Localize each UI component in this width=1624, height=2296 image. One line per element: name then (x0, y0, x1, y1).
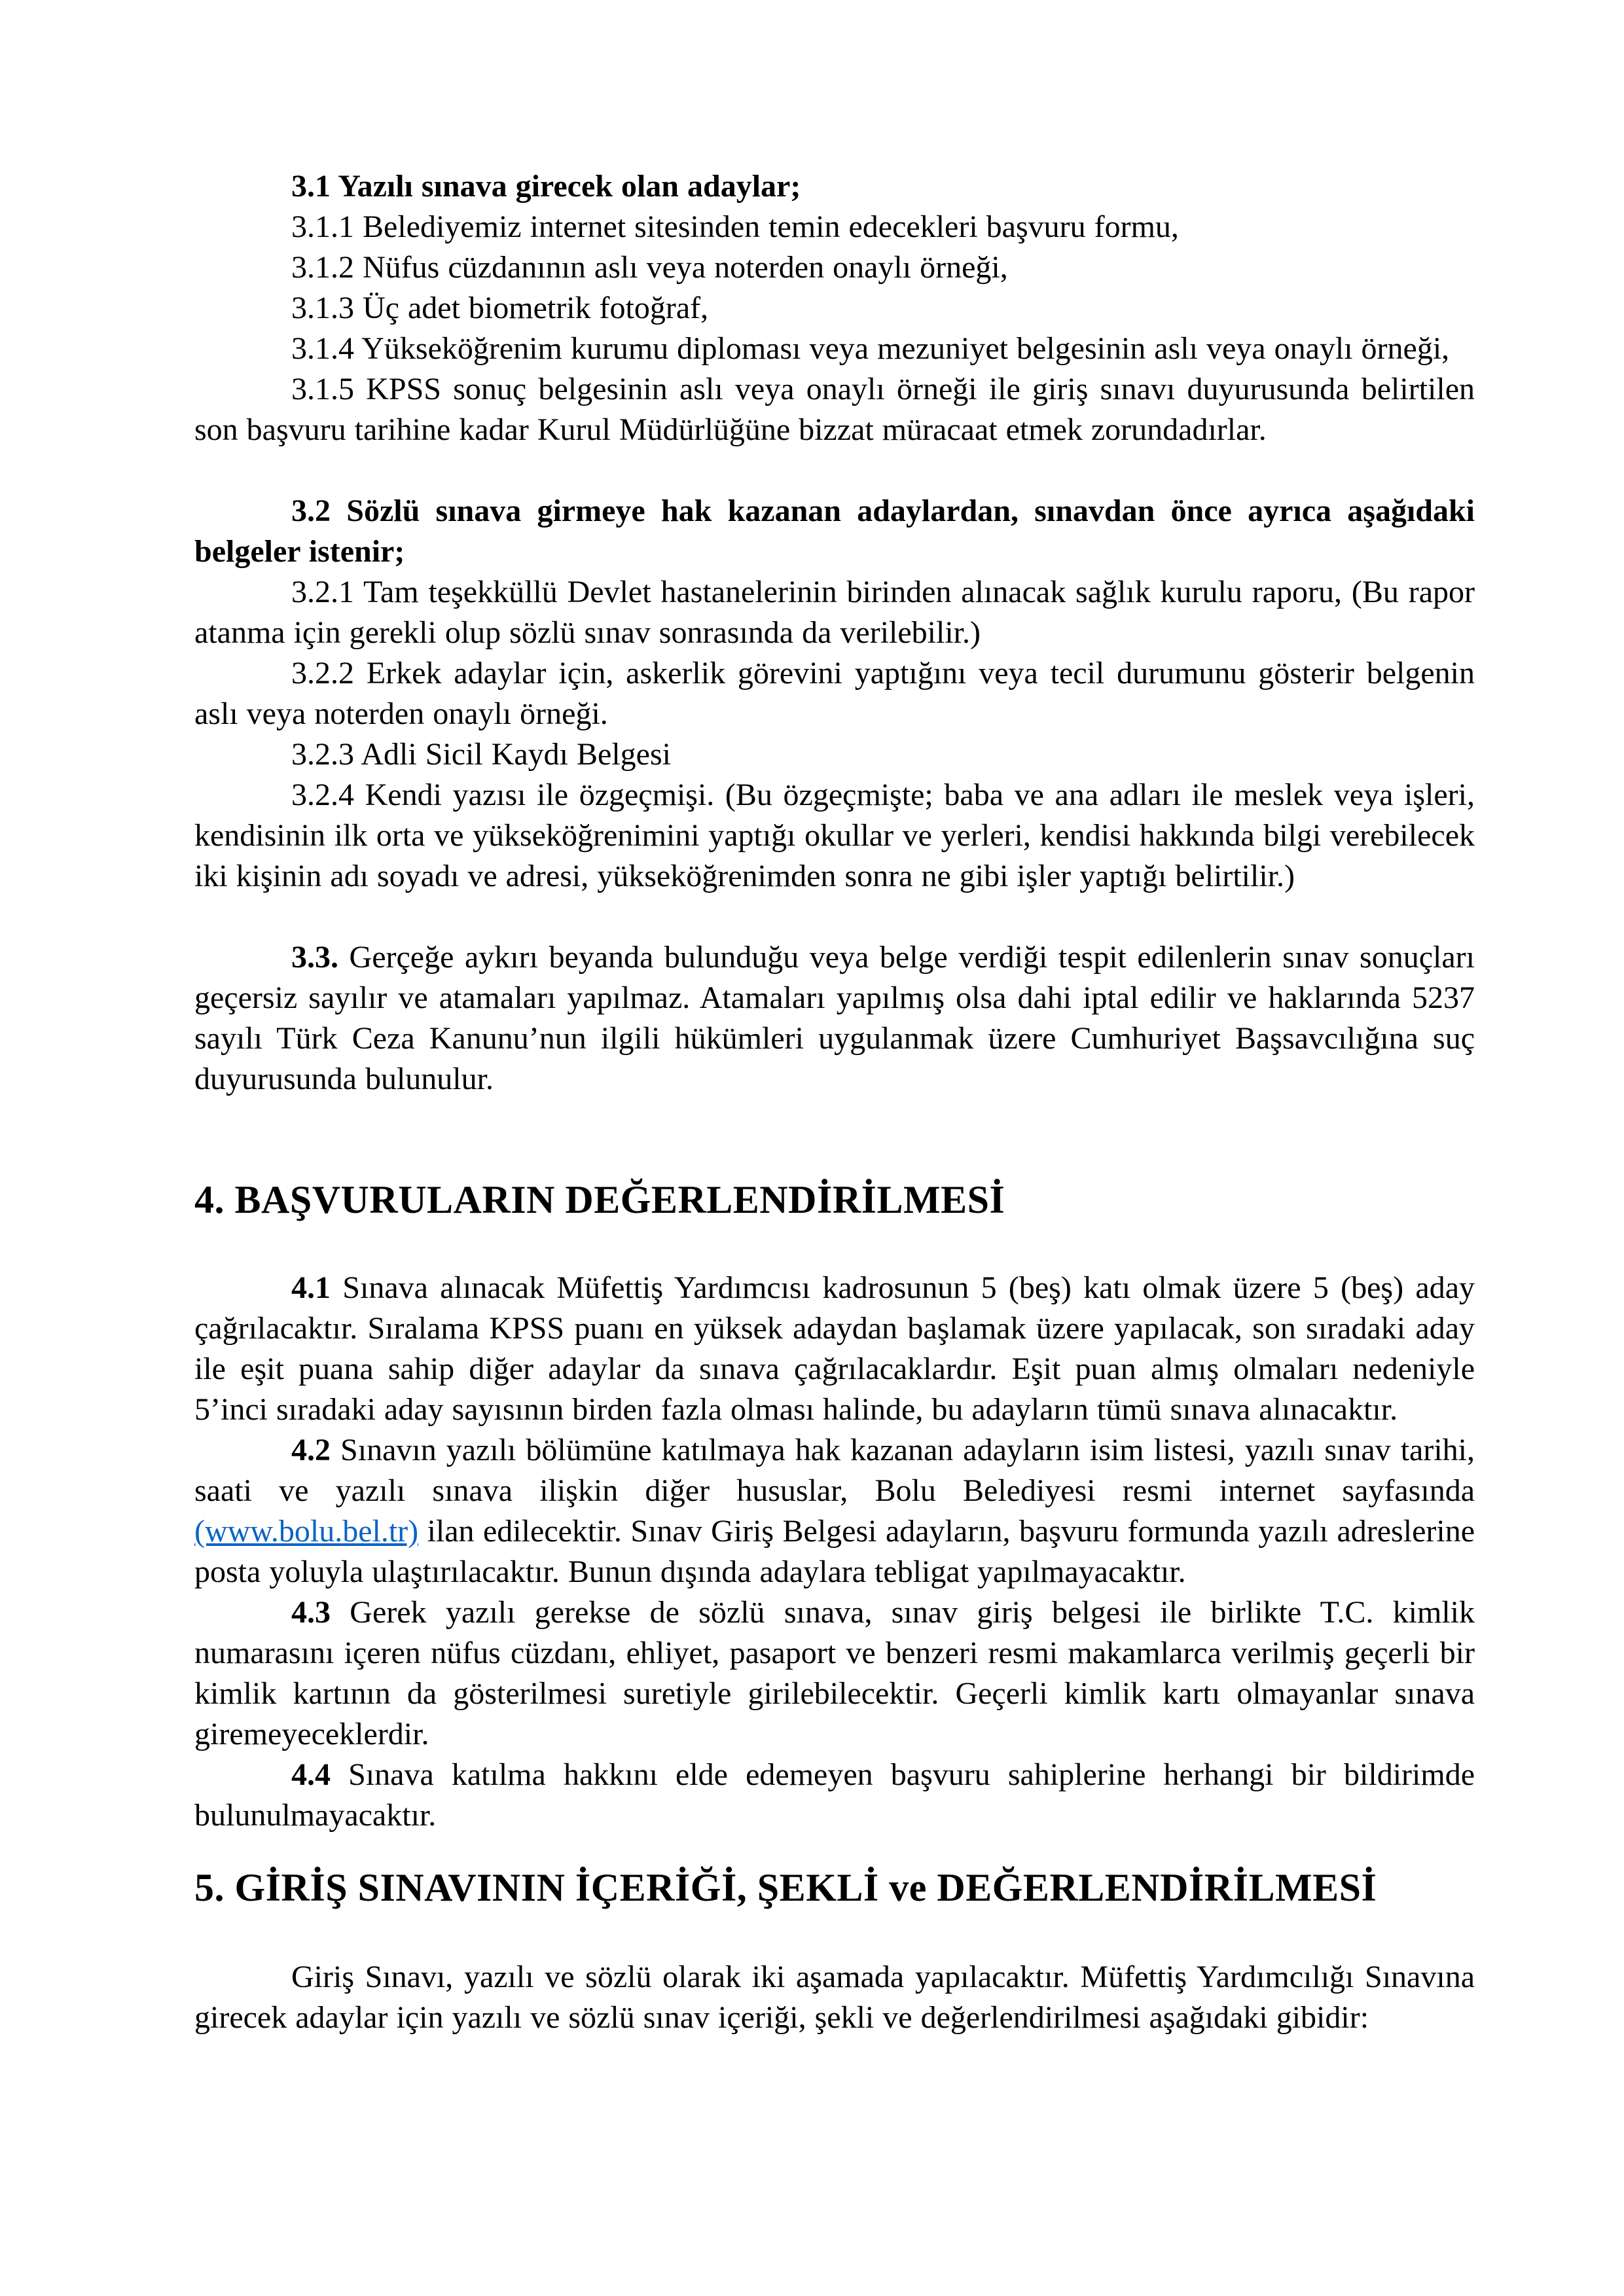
paragraph-5-intro: Giriş Sınavı, yazılı ve sözlü olarak iki aşamada yapılacaktır. Müfettiş Yardımcılığı Sınavına girecek adaylar için yazılı ve sözlü sınav içeriği, şekli ve değerlendirilmesi aşağıdaki gibidir: (194, 1960, 1475, 2035)
section-5-heading: 5. GİRİŞ SINAVININ İÇERİĞİ, ŞEKLİ ve DEĞERLENDİRİLMESİ (194, 1866, 1377, 1909)
paragraph-3-2-1: 3.2.1 Tam teşekküllü Devlet hastanelerinin birinden alınacak sağlık kurulu raporu, (Bu rapor atanma için gerekli olup sözlü sınav sonrasında da verilebilir.) (194, 575, 1475, 650)
paragraph-4-3 (194, 1592, 1475, 1755)
paragraph-4-3-number: 4.3 (291, 1595, 331, 1630)
paragraph-3-3 (194, 937, 1475, 1100)
paragraph-3-2-2: 3.2.2 Erkek adaylar için, askerlik görevini yaptığını veya tecil durumunu gösterir belgenin aslı veya noterden onaylı örneği. (194, 656, 1475, 731)
paragraph-3-3-text: Gerçeğe aykırı beyanda bulunduğu veya belge verdiği tespit edilenlerin sınav sonuçları geçersiz sayılır ve atamaları yapılmaz. Atamaları yapılmış olsa dahi iptal edilir ve haklarında 5237 sayılı Türk Ceza Kanunu’nun ilgili hükümleri uygulanmak üzere Cumhuriyet Başsavcılığına suç duyurusunda bulunulur. (194, 940, 1475, 1096)
paragraph-3-2-3: 3.2.3 Adli Sicil Kaydı Belgesi (291, 737, 671, 772)
paragraph-3-2-heading: 3.2 Sözlü sınava girmeye hak kazanan adaylardan, sınavdan önce ayrıca aşağıdaki belgeler istenir; (194, 493, 1475, 569)
paragraph-4-3-text: Gerek yazılı gerekse de sözlü sınava, sınav giriş belgesi ile birlikte T.C. kimlik numarasını içeren nüfus cüzdanı, ehliyet, pasaport ve benzeri resmi makamlarca verilmiş geçerli bir kimlik kartının da gösterilmesi suretiyle girilebilecektir. Geçerli kimlik kartı olmayanlar sınava giremeyeceklerdir. (194, 1595, 1475, 1751)
paragraph-4-2-text-before-link: Sınavın yazılı bölümüne katılmaya hak kazanan adayların isim listesi, yazılı sınav tarihi, saati ve yazılı sınava ilişkin diğer hususlar, Bolu Belediyesi resmi internet sayfasında (194, 1433, 1475, 1508)
paragraph-4-1 (194, 1268, 1475, 1430)
paragraph-4-4-text: Sınava katılma hakkını elde edemeyen başvuru sahiplerine herhangi bir bildirimde bulunulmayacaktır. (194, 1757, 1475, 1833)
paragraph-3-1-heading: 3.1 Yazılı sınava girecek olan adaylar; (291, 169, 801, 204)
paragraph-3-1-1: 3.1.1 Belediyemiz internet sitesinden temin edecekleri başvuru formu, (291, 209, 1179, 244)
paragraph-4-4-number: 4.4 (291, 1757, 331, 1792)
paragraph-3-1-2: 3.1.2 Nüfus cüzdanının aslı veya noterden onaylı örneği, (291, 250, 1008, 285)
paragraph-4-4 (194, 1755, 1475, 1836)
paragraph-4-2-number: 4.2 (291, 1433, 331, 1467)
paragraph-3-3-number: 3.3. (291, 940, 338, 975)
paragraph-4-1-number: 4.1 (291, 1270, 331, 1305)
paragraph-3-2-4: 3.2.4 Kendi yazısı ile özgeçmişi. (Bu özgeçmişte; baba ve ana adları ile meslek veya işleri, kendisinin ilk orta ve yükseköğrenimini yaptığı okullar ve yerleri, kendisi hakkında bilgi verebilecek iki kişinin adı soyadı ve adresi, yükseköğrenimden sonra ne gibi işler yaptığı belirtilir.) (194, 778, 1475, 893)
section-4-heading: 4. BAŞVURULARIN DEĞERLENDİRİLMESİ (194, 1178, 1005, 1221)
paragraph-4-2 (194, 1430, 1475, 1592)
bolu-website-link[interactable]: (www.bolu.bel.tr) (194, 1514, 419, 1549)
paragraph-3-1-5: 3.1.5 KPSS sonuç belgesinin aslı veya onaylı örneği ile giriş sınavı duyurusunda belirtilen son başvuru tarihine kadar Kurul Müdürlüğüne bizzat müracaat etmek zorundadırlar. (194, 372, 1475, 447)
paragraph-4-2-text-after-link: ilan edilecektir. Sınav Giriş Belgesi adayların, başvuru formunda yazılı adreslerine posta yoluyla ulaştırılacaktır. Bunun dışında adaylara tebligat yapılmayacaktır. (194, 1514, 1475, 1589)
paragraph-3-1-4: 3.1.4 Yükseköğrenim kurumu diploması veya mezuniyet belgesinin aslı veya onaylı örneği, (291, 331, 1450, 366)
paragraph-4-1-text: Sınava alınacak Müfettiş Yardımcısı kadrosunun 5 (beş) katı olmak üzere 5 (beş) aday çağrılacaktır. Sıralama KPSS puanı en yüksek adaydan başlamak üzere yapılacak, son sıradaki aday ile eşit puana sahip diğer adaylar da sınava çağrılacaklardır. Eşit puan almış olmaları nedeniyle 5’inci sıradaki aday sayısının birden fazla olması halinde, bu adayların tümü sınava alınacaktır. (194, 1270, 1475, 1427)
paragraph-3-1-3: 3.1.3 Üç adet biometrik fotoğraf, (291, 291, 709, 325)
